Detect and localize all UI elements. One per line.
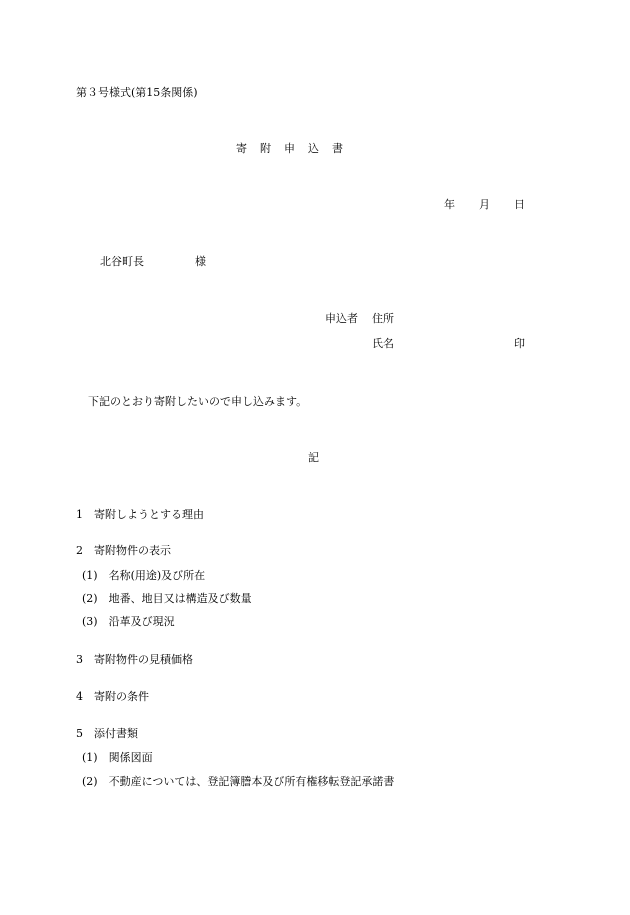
list-item: 5 添付書類	[76, 727, 138, 740]
date-month-label: 月	[479, 198, 490, 211]
list-item: 3 寄附物件の見積価格	[76, 653, 193, 666]
applicant-role: 申込者	[325, 312, 358, 325]
ki-heading: 記	[308, 451, 319, 464]
addressee-name: 北谷町長	[100, 255, 144, 268]
intro-text: 下記のとおり寄附したいので申し込みます。	[88, 395, 308, 408]
date-day-label: 日	[514, 198, 525, 211]
list-item: (2) 不動産については、登記簿謄本及び所有権移転登記承諾書	[82, 775, 395, 788]
date-year-label: 年	[444, 198, 455, 211]
list-item: (2) 地番、地目又は構造及び数量	[82, 592, 252, 605]
list-item: (3) 沿革及び現況	[82, 615, 175, 628]
form-label: 第３号様式(第15条関係)	[76, 86, 198, 99]
list-item: 2 寄附物件の表示	[76, 544, 171, 557]
applicant-address-label: 住所	[372, 312, 394, 325]
list-item: 1 寄附しようとする理由	[76, 508, 204, 521]
list-item: (1) 名称(用途)及び所在	[82, 569, 206, 582]
list-item: (1) 関係図面	[82, 751, 153, 764]
addressee-honorific: 様	[195, 255, 206, 268]
applicant-seal: 印	[514, 337, 525, 350]
list-item: 4 寄附の条件	[76, 690, 149, 703]
applicant-name-label: 氏名	[372, 337, 394, 350]
document-title: 寄 附 申 込 書	[236, 142, 344, 155]
